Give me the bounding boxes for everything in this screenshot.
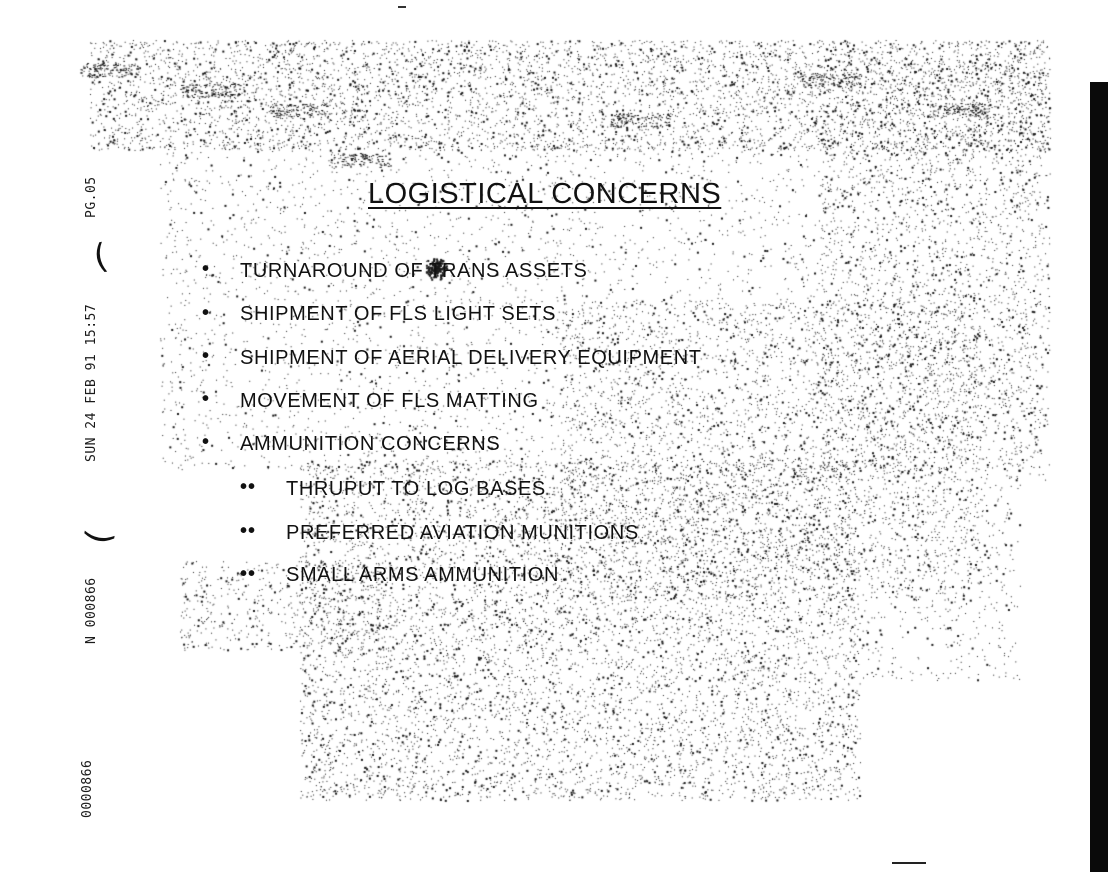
scan-mark [892, 862, 926, 864]
list-item: MOVEMENT OF FLS MATTING [240, 390, 539, 412]
bullet-icon: • [202, 388, 210, 410]
scan-edge-bar [1090, 82, 1108, 872]
sub-bullet-icon: •• [240, 520, 257, 542]
bullet-icon: • [202, 345, 210, 367]
bullet-icon: • [202, 431, 210, 453]
sub-bullet-icon: •• [240, 563, 257, 585]
sub-bullet-icon: •• [240, 476, 257, 498]
list-item: AMMUNITION CONCERNS [240, 433, 501, 455]
document-id-upper: N 000866 [84, 577, 99, 644]
document-id-lower: 0000866 [80, 759, 95, 818]
fax-margin-mark: ( [77, 526, 120, 548]
sub-list-item: THRUPUT TO LOG BASES [286, 478, 546, 500]
fax-margin-mark: ( [90, 236, 111, 278]
slide-title: LOGISTICAL CONCERNS [368, 178, 722, 210]
fax-timestamp: SUN 24 FEB 91 15:57 [84, 303, 99, 462]
bullet-icon: • [202, 302, 210, 324]
sub-list-item: PREFERRED AVIATION MUNITIONS [286, 522, 639, 544]
list-item: TURNAROUND OF TRANS ASSETS [240, 260, 588, 282]
scan-mark [398, 6, 406, 8]
list-item: SHIPMENT OF AERIAL DELIVERY EQUIPMENT [240, 347, 702, 369]
bullet-icon: • [202, 258, 210, 280]
sub-list-item: SMALL ARMS AMMUNITION [286, 564, 560, 586]
list-item: SHIPMENT OF FLS LIGHT SETS [240, 303, 557, 325]
fax-page-number: PG.05 [84, 176, 99, 218]
